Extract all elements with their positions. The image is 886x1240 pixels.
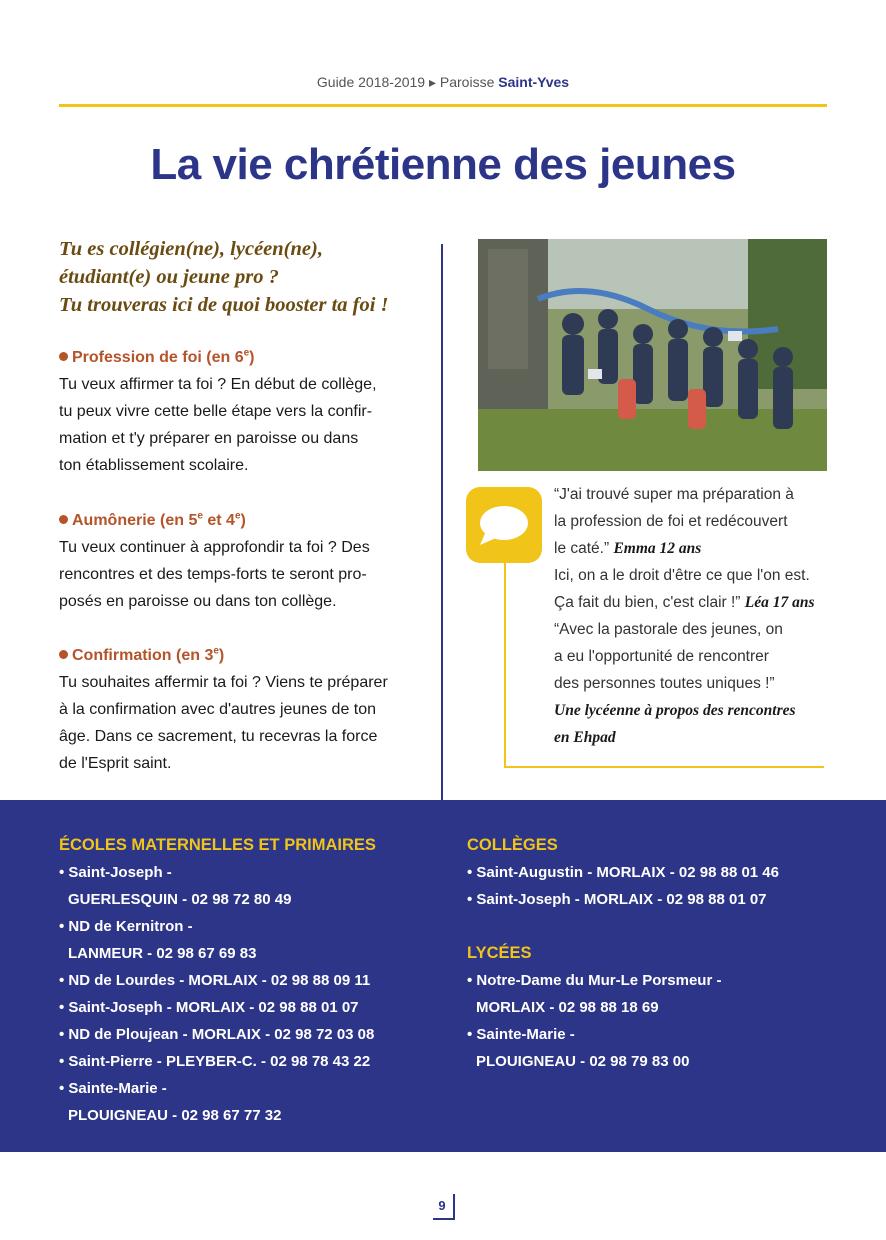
intro-text xyxy=(59,235,429,319)
quote-line: a eu l'opportunité de rencontrer xyxy=(554,648,769,665)
parish-name: Saint-Yves xyxy=(498,74,570,90)
intro-line: Tu trouveras ici de quoi booster ta foi ! xyxy=(59,294,389,316)
school-entry: • ND de Kernitron - xyxy=(59,918,193,935)
primary-schools xyxy=(59,832,449,1129)
quote-line: la profession de foi et redécouvert xyxy=(554,513,788,530)
quote-line: Ici, on a le droit d'être ce que l'on est. xyxy=(554,567,810,584)
school-entry: • Saint-Joseph - MORLAIX - 02 98 88 01 07 xyxy=(467,891,767,908)
quote-author: en Ehpad xyxy=(554,729,616,746)
section-aumonerie xyxy=(59,507,419,615)
header-rule xyxy=(59,104,827,107)
school-entry: • Saint-Augustin - MORLAIX - 02 98 88 01 46 xyxy=(467,864,779,881)
intro-line: étudiant(e) ou jeune pro ? xyxy=(59,266,279,288)
quote-author: Emma 12 ans xyxy=(613,540,702,557)
school-entry: LANMEUR - 02 98 67 69 83 xyxy=(68,945,257,962)
chat-badge xyxy=(466,487,542,563)
bullet-dot xyxy=(59,352,68,361)
quote-line: des personnes toutes uniques !” xyxy=(554,675,775,692)
secondary-schools xyxy=(467,832,867,1075)
quote-frame-horizontal xyxy=(504,766,824,768)
spacer xyxy=(467,913,867,940)
section-title: Aumônerie (en 5e et 4e) xyxy=(59,507,419,534)
school-entry: PLOUIGNEAU - 02 98 67 77 32 xyxy=(68,1107,282,1124)
bullet-dot xyxy=(59,515,68,524)
college-heading: COLLÈGES xyxy=(467,836,558,854)
school-entry: • Saint-Joseph - MORLAIX - 02 98 88 01 07 xyxy=(59,999,359,1016)
school-entry: • ND de Lourdes - MORLAIX - 02 98 88 09 11 xyxy=(59,972,371,989)
primary-heading: ÉCOLES MATERNELLES ET PRIMAIRES xyxy=(59,836,376,854)
testimonials xyxy=(554,481,828,751)
guide-label: Guide 2018-2019 ▸ Paroisse xyxy=(316,74,495,90)
quote-line: le caté.” Emma 12 ans xyxy=(554,540,702,557)
section-body: Tu souhaites affermir ta foi ? Viens te préparer à la confirmation avec d'autres jeunes de ton âge. Dans ce sacrement, tu recevras la force de l'Esprit saint. xyxy=(59,674,388,772)
section-confirmation xyxy=(59,642,419,777)
school-entry: PLOUIGNEAU - 02 98 79 83 00 xyxy=(476,1053,690,1070)
school-entry: GUERLESQUIN - 02 98 72 80 49 xyxy=(68,891,292,908)
intro-line: Tu es collégien(ne), lycéen(ne), xyxy=(59,238,323,260)
school-entry: • Sainte-Marie - xyxy=(59,1080,167,1097)
quote-line: “J'ai trouvé super ma préparation à xyxy=(554,486,794,503)
school-entry: • Notre-Dame du Mur-Le Porsmeur - xyxy=(467,972,722,989)
bullet-dot xyxy=(59,650,68,659)
section-title: Profession de foi (en 6e) xyxy=(59,344,419,371)
page-title: La vie chrétienne des jeunes xyxy=(150,140,736,189)
school-entry: MORLAIX - 02 98 88 18 69 xyxy=(476,999,659,1016)
section-profession-de-foi xyxy=(59,344,419,479)
lycee-heading: LYCÉES xyxy=(467,944,532,962)
group-photo xyxy=(478,239,827,471)
speech-bubble-icon xyxy=(466,487,542,563)
section-body: Tu veux continuer à approfondir ta foi ? Des rencontres et des temps-forts te seront pro- posés en paroisse ou dans ton collège. xyxy=(59,539,370,610)
section-title: Confirmation (en 3e) xyxy=(59,642,419,669)
school-entry: • Saint-Joseph - xyxy=(59,864,172,881)
school-entry: • ND de Ploujean - MORLAIX - 02 98 72 03 08 xyxy=(59,1026,375,1043)
page-number: 9 xyxy=(438,1198,446,1213)
quote-frame-vertical xyxy=(504,563,506,768)
quote-line: “Avec la pastorale des jeunes, on xyxy=(554,621,783,638)
school-entry: • Sainte-Marie - xyxy=(467,1026,575,1043)
column-divider xyxy=(441,244,443,800)
section-body: Tu veux affirmer ta foi ? En début de collège, tu peux vivre cette belle étape vers la confir- mation et t'y préparer en paroisse ou dans ton établissement scolaire. xyxy=(59,376,377,474)
quote-author: Une lycéenne à propos des rencontres xyxy=(554,702,796,719)
running-header xyxy=(0,74,886,91)
quote-line: Ça fait du bien, c'est clair !” Léa 17 ans xyxy=(554,594,815,611)
school-entry: • Saint-Pierre - PLEYBER-C. - 02 98 78 43 22 xyxy=(59,1053,371,1070)
quote-author: Léa 17 ans xyxy=(744,594,815,611)
